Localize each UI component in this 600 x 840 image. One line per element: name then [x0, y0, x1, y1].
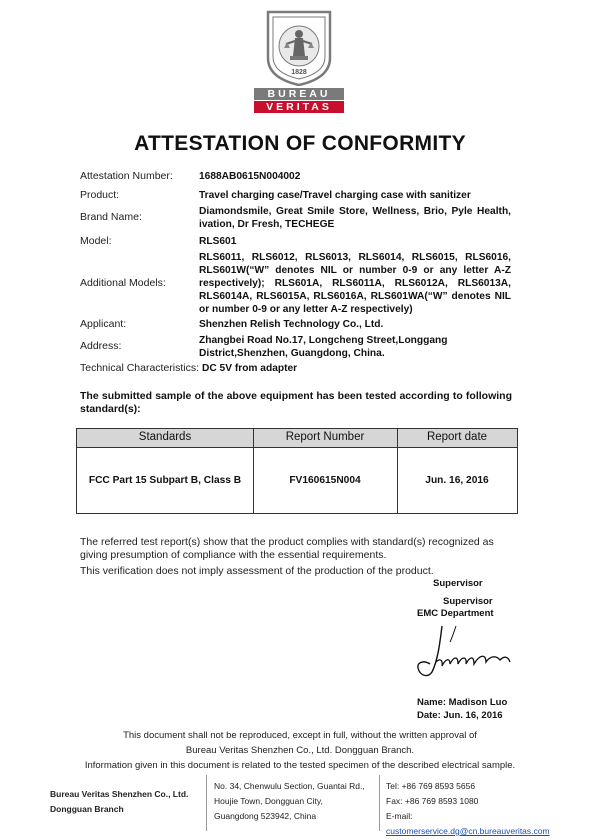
footer-address-line-1: No. 34, Chenwulu Section, Guantai Rd., [214, 781, 365, 791]
footer-email-row [386, 809, 556, 839]
logo-band-bureau: BUREAU [254, 88, 344, 100]
logo-year: 1828 [291, 69, 307, 76]
footer-divider [206, 775, 207, 831]
footer-contacts [386, 779, 556, 839]
notice-line-2: Bureau Veritas Shenzhen Co., Ltd. Dongguan Branch. [185, 745, 415, 756]
model-label: Model: [80, 235, 112, 247]
footer-company-line-2: Dongguan Branch [50, 804, 124, 814]
bureau-veritas-seal-icon [264, 8, 334, 86]
additional-models-value: RLS6011, RLS6012, RLS6013, RLS6014, RLS6015, RLS6016, RLS601W(“W” denotes NIL or number 0-9 or any letter A-Z respectively); RLS601A, RLS6011A, RLS6012A, RLS6013A, RLS6014A, RLS6015A, RLS6016A, RLS601WA(“W” denotes NIL or number 0-9 or any letter A-Z respectively) [199, 252, 511, 315]
technical-characteristics-label: Technical Characteristics: [80, 362, 200, 374]
footer-company-line-1: Bureau Veritas Shenzhen Co., Ltd. [50, 789, 189, 799]
cell-report-number: FV160615N004 [289, 475, 361, 486]
tested-statement: The submitted sample of the above equipment has been tested according to following standard(s): [80, 390, 512, 415]
compliance-paragraph: The referred test report(s) show that the product complies with standard(s) recognized as giving presumption of compliance with the essential requirements. [80, 536, 494, 561]
standards-table [76, 428, 518, 514]
footer-company [50, 787, 188, 817]
signatory-name: Name: Madison Luo [417, 697, 508, 708]
handwritten-signature [410, 622, 520, 682]
notice-line-1: This document shall not be reproduced, except in full, without the written approval of [123, 730, 477, 741]
footer-tel: Tel: +86 769 8593 5656 [386, 781, 476, 791]
verification-paragraph: This verification does not imply assessment of the production of the product. [80, 565, 434, 577]
footer-address [214, 779, 365, 824]
cell-report-date: Jun. 16, 2016 [425, 475, 489, 486]
model-value: RLS601 [199, 236, 237, 247]
address-label: Address: [80, 340, 122, 352]
footer-email-label: E-mail: [386, 811, 413, 821]
brand-name-label: Brand Name: [80, 211, 142, 223]
reproduction-notice [60, 728, 540, 773]
supervisor-heading: Supervisor [433, 578, 483, 589]
header-report-number: Report Number [285, 431, 365, 443]
supervisor-title: Supervisor [443, 596, 493, 607]
product-value: Travel charging case/Travel charging case with sanitizer [199, 190, 471, 201]
logo-band-veritas: VERITAS [254, 101, 344, 113]
footer-email-link[interactable]: customerservice.dg@cn.bureauveritas.com [386, 826, 550, 836]
signature-date: Date: Jun. 16, 2016 [417, 710, 503, 721]
bureau-veritas-logo [254, 8, 344, 114]
header-standards: Standards [138, 431, 192, 443]
cell-standard: FCC Part 15 Subpart B, Class B [88, 475, 242, 486]
address-value: Zhangbei Road No.17, Longcheng Street,Longgang District,Shenzhen, Guangdong, China. [199, 335, 448, 359]
footer-divider [379, 775, 380, 831]
footer-address-line-2: Houjie Town, Dongguan City, [214, 796, 323, 806]
emc-department: EMC Department [417, 608, 494, 619]
product-label: Product: [80, 189, 120, 201]
applicant-value: Shenzhen Relish Technology Co., Ltd. [199, 319, 384, 330]
additional-models-label: Additional Models: [80, 277, 166, 289]
attestation-number-value: 1688AB0615N004002 [199, 171, 301, 182]
footer-fax: Fax: +86 769 8593 1080 [386, 796, 479, 806]
brand-name-value: Diamondsmile, Great Smile Store, Wellness, Brio, Pyle Health, ivation, Dr Fresh, TECHEGE [199, 206, 511, 230]
footer-contact [44, 775, 556, 836]
applicant-label: Applicant: [80, 318, 127, 330]
notice-line-3: Information given in this document is related to the tested specimen of the described electrical sample. [84, 760, 516, 771]
footer-address-line-3: Guangdong 523942, China [214, 811, 317, 821]
technical-characteristics-value: DC 5V from adapter [202, 363, 298, 374]
header-report-date: Report date [426, 431, 488, 443]
document-title: ATTESTATION OF CONFORMITY [134, 132, 466, 155]
attestation-number-label: Attestation Number: [80, 170, 173, 182]
